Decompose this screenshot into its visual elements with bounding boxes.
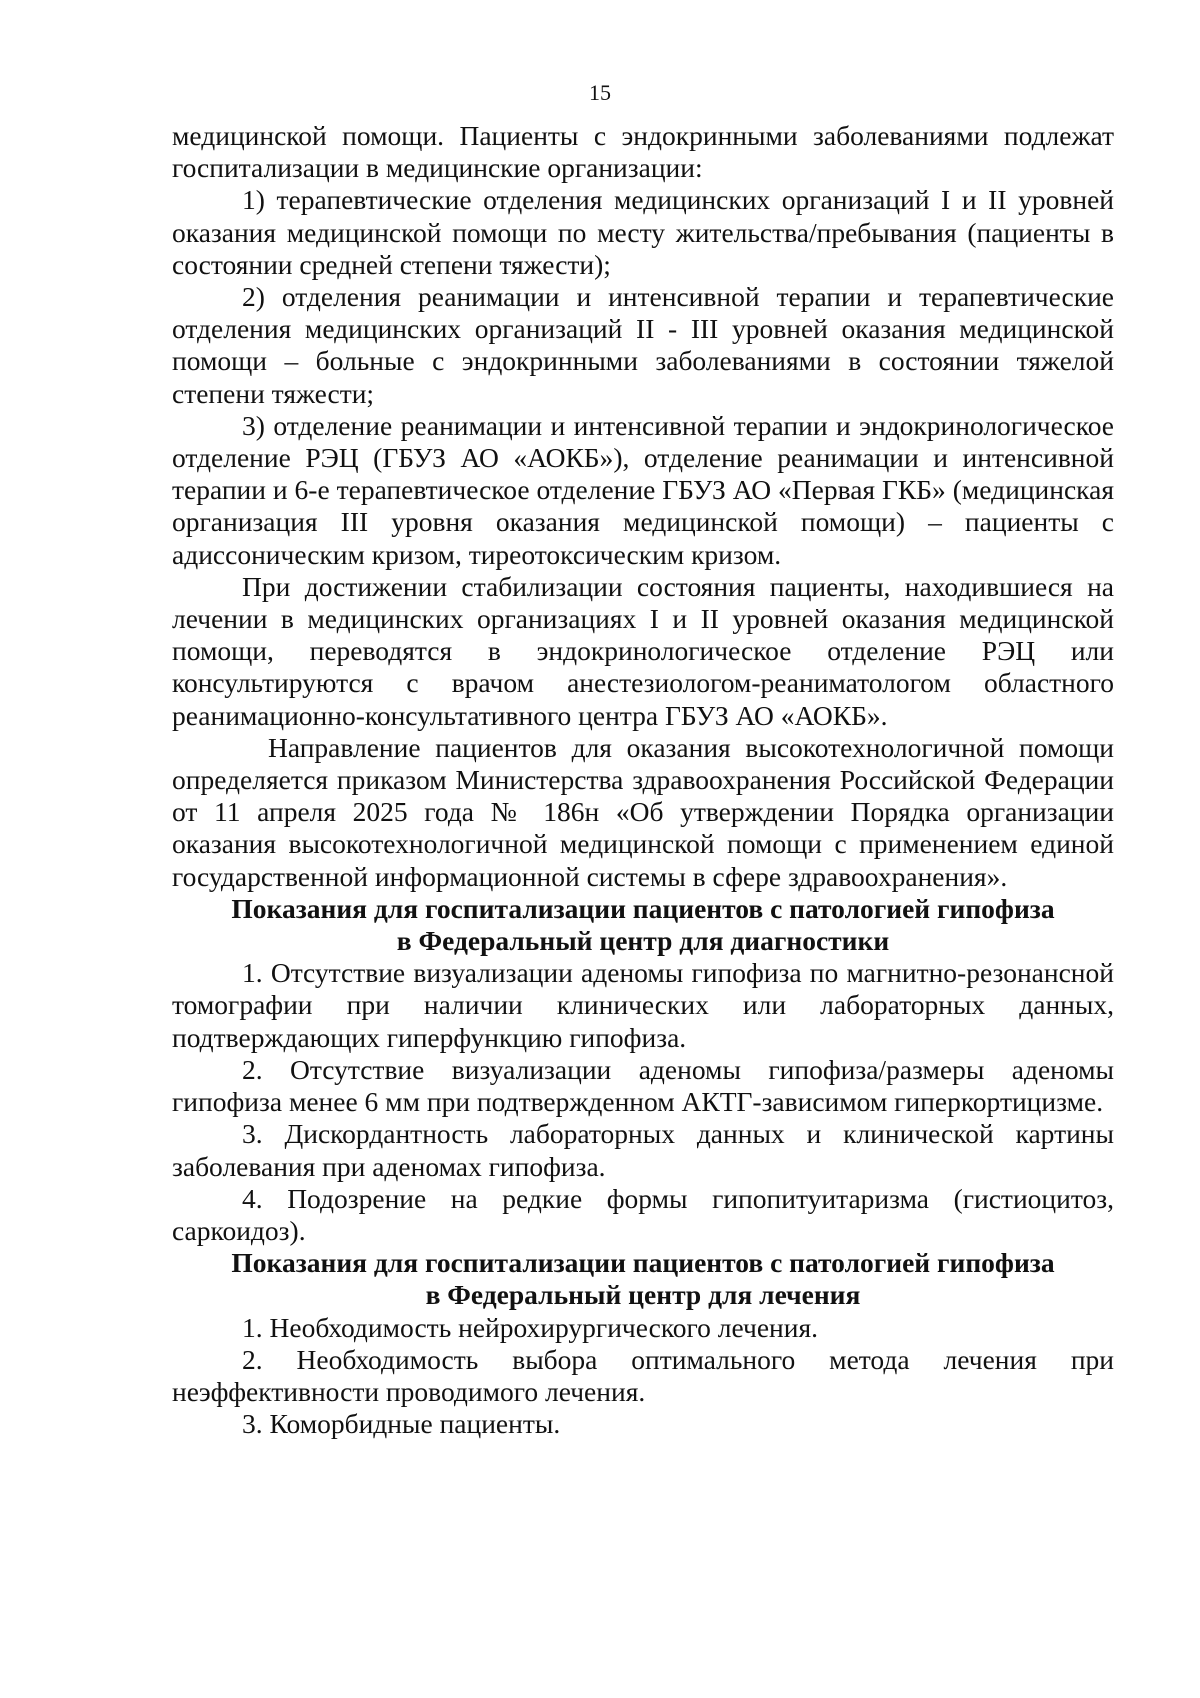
paragraph-high-tech-care: Направление пациентов для оказания высокотехнологичной помощи определяется приказом Министерства здравоохранения Российской Федерации от 11 апреля 2025 года № 186н «Об утверждении Порядка организации оказания высокотехнологичной медицинской помощи с применением единой государственной информационной системы в сфере здравоохранения». [172, 731, 1114, 892]
section-heading-treatment-line2: в Федеральный центр для лечения [425, 1279, 861, 1311]
treatment-item: 2. Необходимость выбора оптимального метода лечения при неэффективности проводимого лечения. [172, 1343, 1114, 1407]
page-number: 15 [589, 80, 611, 105]
treatment-item: 1. Необходимость нейрохирургического лечения. [242, 1311, 819, 1343]
section-heading-treatment [172, 1247, 1114, 1311]
document-body [172, 120, 1114, 1440]
diagnostics-item: 1. Отсутствие визуализации аденомы гипофиза по магнитно-резонансной томографии при наличии клинических или лабораторных данных, подтверждающих гиперфункцию гипофиза. [172, 957, 1114, 1053]
section-heading-diagnostics-line1: Показания для госпитализации пациентов с патологией гипофиза [231, 892, 1055, 924]
section-heading-treatment-line1: Показания для госпитализации пациентов с патологией гипофиза [231, 1247, 1055, 1279]
diagnostics-item: 2. Отсутствие визуализации аденомы гипофиза/размеры аденомы гипофиза менее 6 мм при подтвержденном АКТГ-зависимом гиперкортицизме. [172, 1053, 1114, 1118]
paragraph-continuation: медицинской помощи. Пациенты с эндокринными заболеваниями подлежат госпитализации в медицинские организации: [172, 120, 1114, 184]
section-heading-diagnostics-line2: в Федеральный центр для диагностики [396, 925, 890, 957]
paragraph-stabilization: При достижении стабилизации состояния пациенты, находившиеся на лечении в медицинских организациях I и II уровней оказания медицинской помощи, переводятся в эндокринологическое отделение РЭЦ или консультируются с врачом анестезиологом-реаниматологом областного реанимационно-консультативного центра ГБУЗ АО «АОКБ». [172, 570, 1114, 731]
list-item-rec-icu: 3) отделение реанимации и интенсивной терапии и эндокринологическое отделение РЭЦ (ГБУЗ АО «АОКБ»), отделение реанимации и интенсивной терапии и 6-е терапевтическое отделение ГБУЗ АО «Первая ГКБ» (медицинская организация III уровня оказания медицинской помощи) – пациенты с адиссоническим кризом, тиреотоксическим кризом. [172, 409, 1114, 570]
list-item-therapeutic-departments: 1) терапевтические отделения медицинских организаций I и II уровней оказания медицинской помощи по месту жительства/пребывания (пациенты в состоянии средней степени тяжести); [172, 184, 1114, 280]
section-heading-diagnostics [172, 893, 1114, 957]
list-item-icu-departments: 2) отделения реанимации и интенсивной терапии и терапевтические отделения медицинских организаций II - III уровней оказания медицинской помощи – больные с эндокринными заболеваниями в состоянии тяжелой степени тяжести; [172, 281, 1114, 409]
diagnostics-item: 4. Подозрение на редкие формы гипопитуитаризма (гистиоцитоз, саркоидоз). [172, 1182, 1114, 1246]
diagnostics-item: 3. Дискордантность лабораторных данных и клинической картины заболевания при аденомах гипофиза. [172, 1118, 1114, 1182]
treatment-item: 3. Коморбидные пациенты. [242, 1408, 561, 1440]
